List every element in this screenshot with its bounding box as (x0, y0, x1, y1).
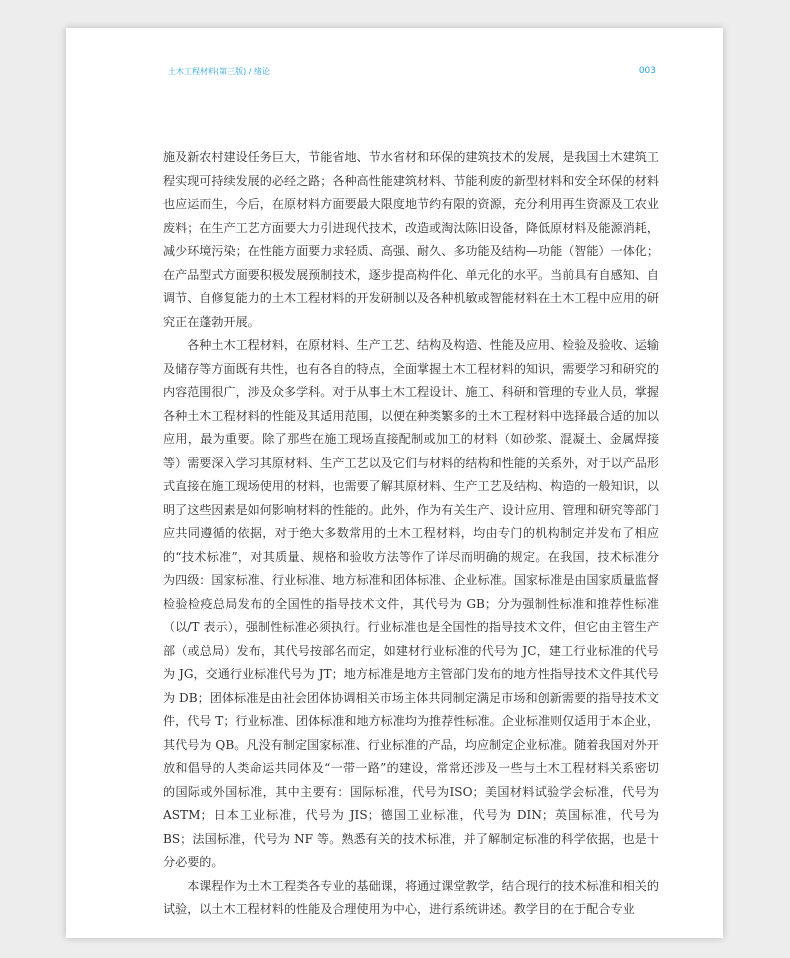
book-page (66, 28, 723, 938)
paragraph-course-intro: 本课程作为土木工程类各专业的基础课，将通过课堂教学，结合现行的技术标准和相关的试验，以土木工程材料的性能及合理使用为中心，进行系统讲述。教学目的在于配合专业 (163, 878, 659, 916)
paragraph-continued: 施及新农村建设任务巨大，节能省地、节水省材和环保的建筑技术的发展，是我国土木建筑工程实现可持续发展的必经之路；各种高性能建筑材料、节能利废的新型材料和安全环保的材料也应运而生，今后，在原材料方面要最大限度地节约有限的资源，充分利用再生资源及工农业废料；在生产工艺方面要大力引进现代技术，改造或淘汰陈旧设备，降低原材料及能源消耗，减少环境污染；在性能方面要力求轻质、高强、耐久、多功能及结构—功能（智能）一体化；在产品型式方面要积极发展预制技术，逐步提高构件化、单元化的水平。当前具有自感知、自调节、自修复能力的土木工程材料的开发研制以及各种机敏或智能材料在土木工程中应用的研究正在蓬勃开展。 (163, 150, 659, 329)
paragraph-materials-standards: 各种土木工程材料，在原材料、生产工艺、结构及构造、性能及应用、检验及验收、运输及储存等方面既有共性，也有各自的特点，全面掌握土木工程材料的知识，需要学习和研究的内容范围很广，涉及众多学科。对于从事土木工程设计、施工、科研和管理的专业人员，掌握各种土木工程材料的性能及其适用范围，以便在种类繁多的土木工程材料中选择最合适的加以应用，最为重要。除了那些在施工现场直接配制或加工的材料（如砂浆、混凝土、金属焊接等）需要深入学习其原材料、生产工艺以及它们与材料的结构和性能的关系外，对于以产品形式直接在施工现场使用的材料，也需要了解其原材料、生产工艺及结构、构造的一般知识，以明了这些因素是如何影响材料的性能的。此外，作为有关生产、设计应用、管理和研究等部门应共同遵循的依据，对于绝大多数常用的土木工程材料，均由专门的机构制定并发布了相应的“技术标准”，对其质量、规格和验收方法等作了详尽而明确的规定。在我国，技术标准分为四级：国家标准、行业标准、地方标准和团体标准、企业标准。国家标准是由国家质量监督检验检疫总局发布的全国性的指导技术文件，其代号为 GB；分为强制性标准和推荐性标准（以/T 表示），强制性标准必须执行。行业标准也是全国性的指导技术文件，但它由主管生产部（或总局）发布，其代号按部名而定，如建材行业标准的代号为 JC，建工行业标准的代号为 JG，交通行业标准代号为 JT；地方标准是地方主管部门发布的地方性指导技术文件其代号为 DB；团体标准是由社会团体协调相关市场主体共同制定满足市场和创新需要的指导技术文件，代号 T；行业标准、团体标准和地方标准均为推荐性标准。企业标准则仅适用于本企业，其代号为 QB。凡没有制定国家标准、行业标准的产品，均应制定企业标准。随着我国对外开放和倡导的人类命运共同体及“一带一路”的建设，常常还涉及一些与土木工程材料关系密切的国际或外国标准，其中主要有：国际标准，代号为ISO；美国材料试验学会标准，代号为 ASTM；日本工业标准，代号为 JIS；德国工业标准，代号为 DIN；英国标准，代号为 BS；法国标准，代号为 NF 等。熟悉有关的技术标准，并了解制定标准的科学依据，也是十分必要的。 (163, 338, 659, 869)
page-number: 003 (638, 66, 656, 76)
body-text (163, 146, 659, 922)
running-head: 土木工程材料(第三版) / 绪论 (168, 67, 271, 76)
